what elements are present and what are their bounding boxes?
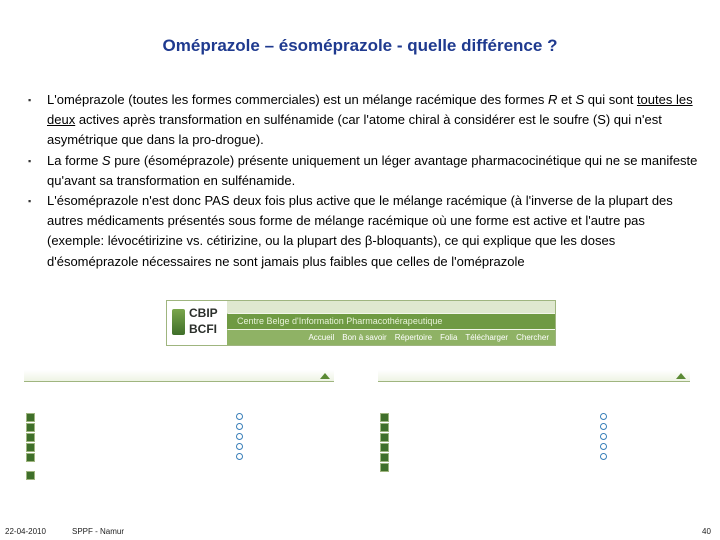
cbip-logo (167, 301, 228, 345)
logo-line-2: BCFI (189, 322, 217, 336)
product-row (24, 470, 334, 479)
product-row (378, 412, 690, 421)
bullet-text: et (557, 92, 576, 107)
info-circle-icon[interactable] (600, 453, 607, 460)
panel-header (378, 370, 690, 382)
bullet-marker: ▪ (28, 196, 32, 207)
footer-org: SPPF - Namur (72, 527, 125, 536)
cbip-banner-image (166, 300, 556, 346)
bullet-text: qui sont (584, 92, 637, 107)
package-icon (26, 471, 35, 480)
product-row (24, 422, 334, 431)
product-row (378, 462, 690, 471)
nav-item-repertoire[interactable]: Répertoire (394, 333, 433, 342)
package-icon (26, 423, 35, 432)
product-row (378, 422, 690, 431)
info-circle-icon[interactable] (236, 443, 243, 450)
banner-subtitle: Centre Belge d'Information Pharmacothérapeutique (227, 314, 555, 329)
cbip-logo-mark (172, 309, 185, 335)
nav-item-chercher[interactable]: Chercher (516, 333, 549, 342)
package-icon (380, 433, 389, 442)
bullet-italic-s: S (101, 152, 111, 168)
package-icon (380, 443, 389, 452)
slide-title: Oméprazole – ésoméprazole - quelle différence ? (162, 36, 558, 55)
package-icon (380, 463, 389, 472)
bullet-text: actives après transformation en sulfénamide (car l'atome chiral à considérer est le soufre (S) qui n'est asymétrique que dans la pro-drogue). (47, 112, 662, 148)
collapse-triangle-icon[interactable] (676, 373, 686, 379)
bullet-text: L'oméprazole (toutes les formes commerciales) est un mélange racémique des formes (47, 92, 549, 107)
product-row (378, 442, 690, 451)
nav-item-folia[interactable]: Folia (440, 333, 458, 342)
bullet-text: pure (ésoméprazole) présente uniquement un léger avantage pharmacocinétique qui ne se manifeste qu'avant sa transformation en sulfénamide. (47, 152, 698, 188)
package-icon (26, 453, 35, 462)
product-row (24, 432, 334, 441)
info-circle-icon[interactable] (600, 413, 607, 420)
package-icon (380, 453, 389, 462)
bullet-marker: ▪ (28, 155, 32, 166)
package-icon (380, 413, 389, 422)
info-circle-icon[interactable] (236, 433, 243, 440)
bullet-item (28, 191, 698, 272)
banner-nav (227, 330, 555, 345)
logo-line-1: CBIP (189, 306, 218, 320)
bullet-item (28, 90, 698, 151)
product-row (24, 412, 334, 421)
bullet-text: L'ésoméprazole n'est donc PAS deux fois plus active que le mélange racémique (à l'inverse de la plupart des autres médicaments présentés sous forme de mélange racémique où une forme est active et l'autre pas (exemple: lévocétirizine vs. cétirizine, ou la plupart des β-bloquants), ce qui explique que les doses d'ésoméprazole nécessaires ne sont jamais plus faibles que celles de l'oméprazole (47, 193, 673, 269)
bullet-italic-r: R (548, 92, 558, 107)
info-circle-icon[interactable] (600, 423, 607, 430)
package-icon (26, 413, 35, 422)
package-icon (26, 443, 35, 452)
product-row (24, 452, 334, 461)
bullet-text: La forme (47, 152, 102, 168)
nav-item-telecharger[interactable]: Télécharger (465, 333, 509, 342)
bullet-underline: toutes les deux (47, 92, 693, 128)
product-panel-right (378, 370, 690, 485)
package-icon (26, 433, 35, 442)
info-circle-icon[interactable] (600, 443, 607, 450)
nav-item-accueil[interactable]: Accueil (308, 333, 335, 342)
footer-date: 22-04-2010 (5, 527, 46, 536)
info-circle-icon[interactable] (236, 413, 243, 420)
footer-page-number: 40 (702, 527, 711, 536)
banner-top-strip (227, 301, 555, 313)
product-row (378, 452, 690, 461)
product-panel-left (24, 370, 334, 485)
info-circle-icon[interactable] (236, 423, 243, 430)
package-icon (380, 423, 389, 432)
nav-item-bon-a-savoir[interactable]: Bon à savoir (342, 333, 387, 342)
info-circle-icon[interactable] (600, 433, 607, 440)
panel-header (24, 370, 334, 382)
product-row (378, 432, 690, 441)
product-row (24, 442, 334, 451)
bullet-italic-s: S (575, 92, 585, 107)
bullet-item (28, 151, 698, 191)
bullet-marker: ▪ (28, 95, 32, 105)
info-circle-icon[interactable] (236, 453, 243, 460)
bullet-list (28, 90, 698, 272)
collapse-triangle-icon[interactable] (320, 373, 330, 379)
